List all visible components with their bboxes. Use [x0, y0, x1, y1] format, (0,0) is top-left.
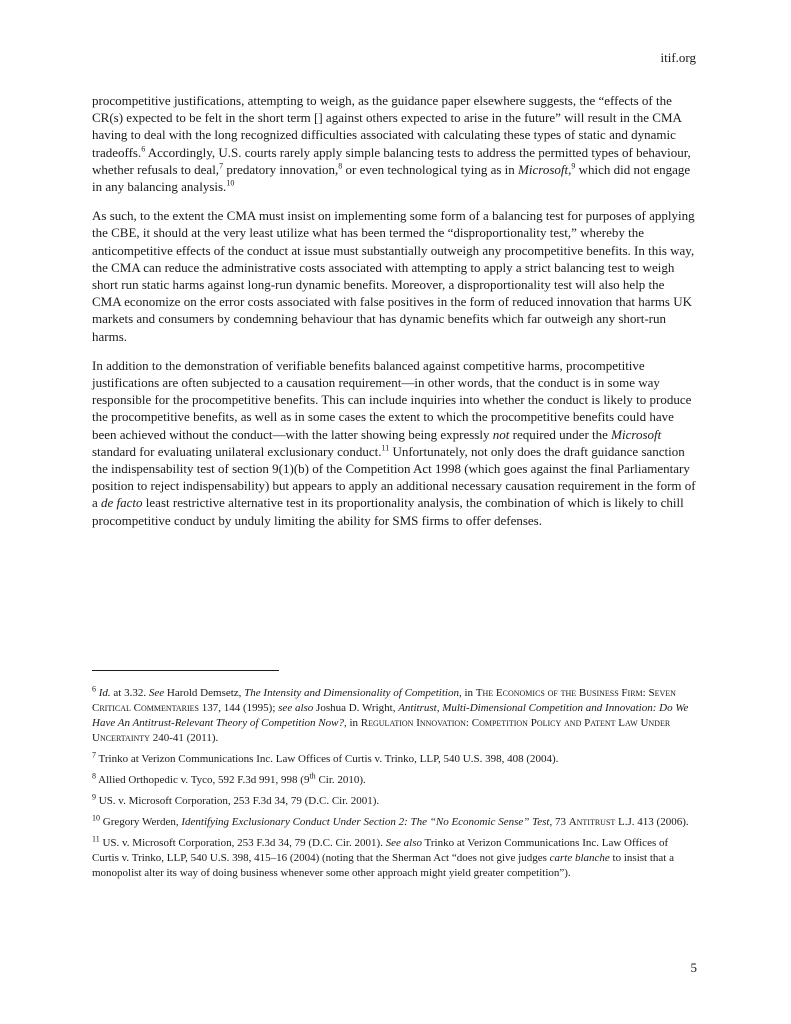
text-run: Cir. 2010).: [315, 774, 366, 786]
paragraph: [92, 357, 696, 529]
text-run: or even technological tying as in: [342, 161, 519, 177]
body-text: [92, 92, 696, 541]
footnote-ref: 11: [92, 834, 100, 844]
footnote-ref: 8: [92, 771, 96, 781]
footnote: [92, 773, 696, 788]
text-run: required under the: [509, 426, 612, 442]
paragraph: [92, 92, 696, 195]
text-run: L.J. 413 (2006).: [615, 816, 689, 828]
footnotes: [92, 686, 696, 887]
italic-text: not: [492, 426, 510, 442]
footnote-ref: 10: [226, 178, 235, 188]
small-caps-text: The Economics of the Business Firm: Seven Critical Commentaries: [92, 687, 676, 714]
italic-text: See also: [385, 837, 422, 849]
text-run: 137, 144 (1995);: [199, 702, 279, 714]
small-caps-text: Regulation Innovation: Competition Policy and Patent Law Under Uncertainty: [92, 717, 671, 744]
text-run: US. v. Microsoft Corporation, 253 F.3d 34, 79 (D.C. Cir. 2001).: [96, 795, 380, 807]
footnote-ref: 7: [219, 161, 224, 171]
italic-text: Antitrust, Multi-Dimensional Competition and Innovation: Do We Have An Antitrust-Relevant Theory of Competition Now?: [92, 702, 689, 729]
text-run: Allied Orthopedic v. Tyco, 592 F.3d 991, 998 (9: [96, 774, 310, 786]
footnote: [92, 815, 696, 830]
italic-text: See: [148, 687, 165, 699]
text-run: 240-41 (2011).: [149, 732, 219, 744]
italic-text: see also: [278, 702, 314, 714]
text-run: ,: [568, 161, 572, 177]
text-run: Accordingly, U.S. courts rarely apply simple balancing tests to address the permitted types of behaviour, whether refusals to deal,: [92, 144, 691, 177]
italic-text: Id.: [98, 687, 111, 699]
small-caps-text: Antitrust: [568, 816, 616, 828]
text-run: in: [461, 687, 476, 699]
footnote: [92, 836, 696, 881]
footnote-ref: th: [309, 771, 316, 781]
footnote-ref: 9: [92, 792, 96, 802]
italic-text: Microsoft: [611, 426, 662, 442]
text-run: least restrictive alternative test in its proportionality analysis, the combination of which is likely to chill procompetitive conduct by unduly limiting the ability for SMS firms to offer defenses.: [92, 495, 684, 528]
text-run: , 73: [549, 816, 569, 828]
text-run: predatory innovation,: [223, 161, 339, 177]
footnote-divider: [92, 670, 279, 671]
header-site: itif.org: [660, 50, 696, 65]
footnote: [92, 752, 696, 767]
text-run: Trinko at Verizon Communications Inc. Law Offices of Curtis v. Trinko, LLP, 540 U.S. 398, 415–16 (2004) (noting that the Sherman Act “does not give judges: [92, 837, 669, 864]
text-run: Joshua D. Wright,: [313, 702, 399, 714]
footnote-ref: 9: [571, 161, 576, 171]
page-number: 5: [690, 960, 697, 975]
text-run: which did not engage in any balancing analysis.: [92, 161, 691, 195]
footnote-ref: 6: [141, 144, 146, 154]
text-run: Unfortunately, not only does the draft guidance sanction the indispensability test of section 9(1)(b) of the Competition Act 1998 (which goes against the final Parliamentary position to reject indispensability) but appears to apply an additional necessary causation requirement in the form of a: [92, 443, 696, 511]
italic-text: The Intensity and Dimensionality of Competition,: [244, 687, 462, 699]
text-run: In addition to the demonstration of verifiable benefits balanced against competitive harms, procompetitive justifications are often subjected to a causation requirement—in other words, that the conduct is in some way responsible for the procompetitive benefits. This can include inquiries into whether the conduct is likely to produce the procompetitive benefits, as well as in some cases the extent to which the procompetitive benefits could have been achieved without the conduct—with the latter showing being expressly: [92, 357, 692, 442]
italic-text: de facto: [101, 495, 143, 511]
footnote: [92, 686, 696, 746]
footnote-ref: 7: [92, 750, 96, 760]
text-run: to insist that a monopolist alter its way of doing business whenever some other approach might yield greater competition”).: [92, 852, 674, 879]
italic-text: Identifying Exclusionary Conduct Under Section 2: The “No Economic Sense” Test: [181, 816, 550, 828]
footnote-ref: 11: [381, 443, 390, 453]
footnote: [92, 794, 696, 809]
footnote-ref: 10: [92, 813, 100, 823]
text-run: Gregory Werden,: [100, 816, 182, 828]
italic-text: carte blanche: [549, 852, 610, 864]
text-run: procompetitive justifications, attempting to weigh, as the guidance paper elsewhere suggests, the “effects of the CR(s) expected to be felt in the short term [] against others expected to arise in the future” will result in the CMA having to deal with the long recognized difficulties associated with calculating these types of static and dynamic tradeoffs.: [92, 93, 682, 160]
text-run: As such, to the extent the CMA must insist on implementing some form of a balancing test for purposes of applying the CBE, it should at the very least utilize what has been termed the “disproportionality test,” whereby the anticompetitive effects of the conduct at issue must substantially outweigh any procompetitive benefits. In this way, the CMA can reduce the administrative costs associated with attempting to apply a strict balancing test to weigh short run static harms against long-run dynamic benefits. Moreover, a disproportionality test will also help the CMA economize on the error costs associated with false positives in the form of reduced innovation that harms UK markets and consumers by condemning behaviour that has dynamic benefits which far outweigh any short-run harms.: [92, 208, 695, 344]
paragraph: [92, 207, 696, 345]
footnote-ref: 6: [92, 684, 96, 694]
footnote-ref: 8: [338, 161, 343, 171]
text-run: US. v. Microsoft Corporation, 253 F.3d 34, 79 (D.C. Cir. 2001).: [99, 837, 386, 849]
text-run: at 3.32.: [110, 687, 149, 699]
text-run: standard for evaluating unilateral exclusionary conduct.: [92, 443, 382, 459]
text-run: , in: [343, 717, 361, 729]
text-run: Trinko at Verizon Communications Inc. Law Offices of Curtis v. Trinko, LLP, 540 U.S. 398, 408 (2004).: [96, 753, 559, 765]
italic-text: Microsoft: [518, 161, 569, 177]
text-run: Harold Demsetz,: [164, 687, 245, 699]
